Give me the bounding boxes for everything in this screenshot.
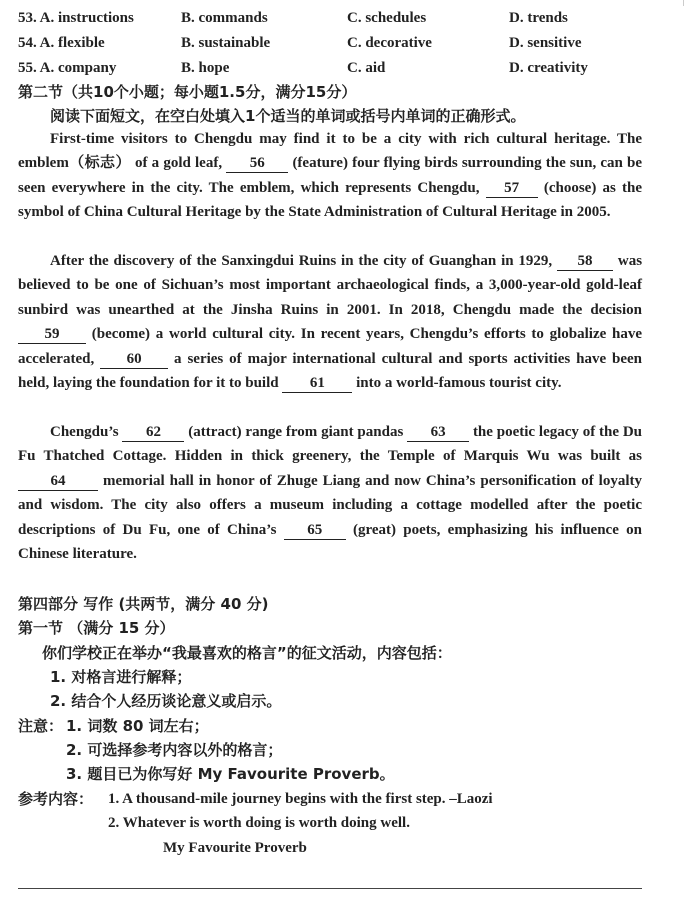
option-c: C. decorative [347, 35, 432, 51]
note-item: 3. 题目已为你写好 My Favourite Proverb。 [66, 765, 395, 783]
writing-task: 你们学校正在举办“我最喜欢的格言”的征文活动，内容包括： [42, 644, 452, 662]
blank-58[interactable]: 58 [557, 253, 613, 271]
passage-text: a series of major international cultural and sports activities have been held, laying the foundation for it to build [18, 350, 643, 392]
option-row-55 [18, 58, 678, 83]
passage-text: (attract) range from giant pandas [188, 424, 404, 440]
note-item: 1. 词数 80 词左右； [66, 717, 209, 735]
page-corner-mark [683, 0, 684, 6]
passage-text: (choose) as the symbol of China Cultural Heritage by the State Administration of Cultural Heritage in 2005. [18, 179, 642, 221]
option-b: B. sustainable [181, 35, 271, 51]
note-item: 2. 可选择参考内容以外的格言； [66, 741, 283, 759]
passage-paragraph-2 [18, 249, 642, 395]
passage-text: After the discovery of the Sanxingdui Ruins in the city of Guanghan in 1929, [50, 253, 553, 269]
option-row-54 [18, 33, 678, 58]
option-a: 55. A. company [18, 60, 117, 76]
option-row-53 [18, 8, 678, 33]
section2-instruction: 阅读下面短文，在空白处填入1个适当的单词或括号内单词的正确形式。 [50, 107, 526, 125]
option-c: C. schedules [347, 10, 427, 26]
blank-60[interactable]: 60 [100, 351, 168, 369]
reference-item: 2. Whatever is worth doing is worth doing well. [108, 815, 410, 831]
passage-paragraph-1 [18, 127, 642, 225]
task-item: 1. 对格言进行解释； [50, 668, 192, 686]
passage-text: the poetic legacy of the Du Fu Thatched Cottage. Hidden in thick greenery, the Temple of Marquis Wu was built as [18, 424, 643, 465]
blank-65[interactable]: 65 [284, 522, 346, 540]
option-d: D. creativity [509, 60, 588, 76]
option-a: 53. A. instructions [18, 10, 134, 26]
option-b: B. commands [181, 10, 268, 26]
blank-63[interactable]: 63 [407, 424, 469, 442]
essay-title: My Favourite Proverb [163, 840, 307, 856]
reference-item: 1. A thousand-mile journey begins with the first step. –Laozi [108, 791, 493, 807]
part4-heading: 第四部分 写作 (共两节，满分 40 分) [18, 595, 269, 613]
passage-text: (feature) four flying birds surrounding the sun, can be seen everywhere in the city. The emblem, which represents Chengdu, [18, 155, 643, 196]
options-block [18, 8, 678, 83]
passage-text: into a world-famous tourist city. [356, 375, 562, 392]
task-item: 2. 结合个人经历谈论意义或启示。 [50, 692, 282, 710]
passage-paragraph-3 [18, 420, 642, 566]
option-b: B. hope [181, 60, 230, 76]
part4-section1-heading: 第一节 （满分 15 分） [18, 619, 175, 637]
blank-56[interactable]: 56 [226, 155, 288, 173]
blank-59[interactable]: 59 [18, 326, 86, 344]
answer-line [18, 888, 642, 889]
reference-label: 参考内容： [18, 790, 94, 808]
passage-text: Chengdu’s [50, 424, 119, 440]
option-a: 54. A. flexible [18, 35, 105, 51]
passage-text: (great) poets, emphasizing his influence on Chinese literature. [18, 521, 642, 563]
option-c: C. aid [347, 60, 386, 76]
passage-text: (become) a world cultural city. In recent years, Chengdu’s efforts to globalize have accelerated, [18, 326, 642, 367]
option-d: D. trends [509, 10, 568, 26]
passage-text: First-time visitors to Chengdu may find it to be a city with rich cultural heritage. The emblem（标志） of a gold leaf, [18, 131, 642, 172]
option-d: D. sensitive [509, 35, 582, 51]
blank-62[interactable]: 62 [122, 424, 184, 442]
passage-text: was believed to be one of Sichuan’s most important archaeological finds, a 3,000-year-old gold-leaf sunbird was unearthed at the Jinsha Ruins in 2001. In 2018, Chengdu made the decision [18, 253, 643, 318]
passage-text: memorial hall in honor of Zhuge Liang and now China’s personification of loyalty and wisdom. The city also offers a museum including a cottage modelled after the poetic descriptions of Du Fu, one of China’s [18, 472, 642, 538]
note-label: 注意： [18, 717, 64, 735]
blank-64[interactable]: 64 [18, 473, 98, 491]
section2-heading: 第二节（共10个小题；每小题1.5分，满分15分） [18, 83, 357, 101]
blank-57[interactable]: 57 [486, 180, 538, 198]
blank-61[interactable]: 61 [282, 375, 352, 393]
